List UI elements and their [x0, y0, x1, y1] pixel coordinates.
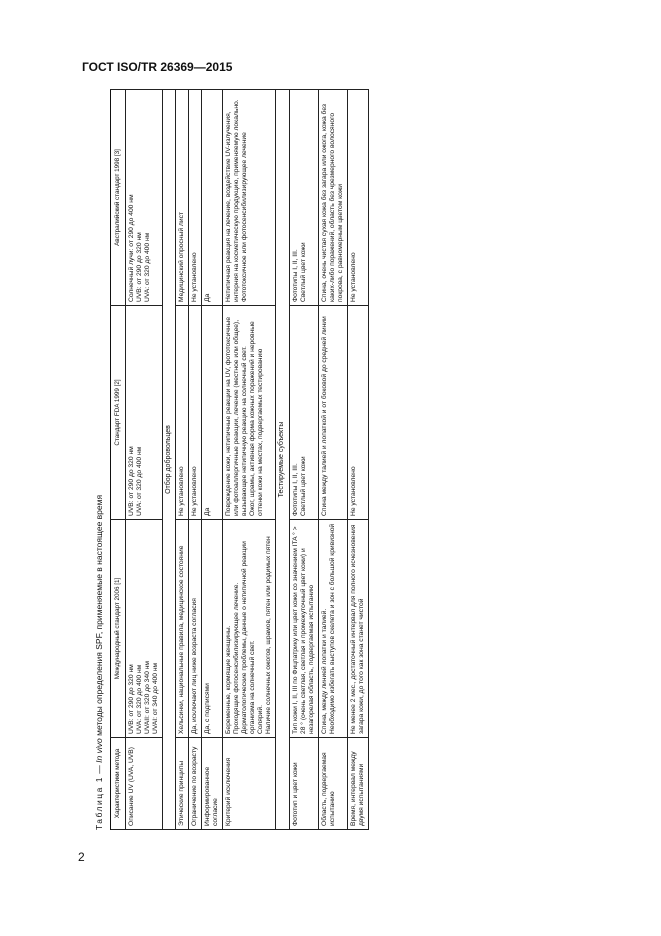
table-cell — [125, 90, 162, 306]
section-heading: Тестируемые субъекты — [276, 90, 289, 830]
table-cell — [223, 90, 276, 306]
table-cell — [318, 520, 347, 738]
table-cell — [189, 520, 202, 738]
table-cell — [176, 520, 189, 738]
table-cell — [125, 520, 162, 738]
methods-table — [110, 89, 369, 830]
cell-line: Фототипы I, II, III. — [291, 249, 299, 302]
cell-line: Фототипы I, II, III. — [291, 463, 299, 516]
table-cell — [202, 90, 223, 306]
cell-line: Спина, очень чистая сухая кожа без загара или ожога, кожа без каких-либо поражений, область без чрезмерного волосяного покрова, с равномерным цветом кожи — [320, 104, 344, 302]
rotated-table-area — [92, 90, 562, 830]
table-header-row — [111, 90, 126, 830]
table-cell — [347, 90, 368, 306]
cell-line: UVA: от 320 до 400 нм — [143, 232, 151, 302]
cell-line: Не установлено — [191, 466, 199, 516]
cell-line: Не менее 2 мес., достаточный интервал для полного исчезновения загара кожи, до того как зона станет чистой — [349, 524, 365, 734]
table-row — [202, 90, 223, 830]
table-cell — [176, 90, 189, 306]
cell-line: Повреждение кожи, нетипичные реакции на UV, фототоксичные или фотоаллергичные реакции, лечение (местное или общее), вызывающее нетипичную реакцию на солнечный свет. — [225, 316, 249, 516]
cell-line: Спина между талией и лопаткой и от боковой до средней линии — [320, 316, 328, 516]
table-cell — [289, 90, 318, 306]
column-header: Австралийский стандарт 1998 [3] — [111, 90, 126, 306]
cell-line: Да, с подписями — [204, 683, 212, 734]
table-body — [125, 90, 368, 830]
column-header: Международный стандарт 2006 [1] — [111, 520, 126, 738]
table-cell — [202, 306, 223, 520]
caption-text: методы определения SPF, применяемые в настоящее время — [94, 494, 104, 739]
page-number: 2 — [78, 850, 85, 864]
cell-line: Нетипичная реакция на лечение, воздействие UV-излучения, интерния на косметическую продукцию, применяемую локально. Фототоксичное или фотосенсибилизирующее лечение — [225, 99, 249, 302]
table-cell — [318, 306, 347, 520]
row-characteristic: Этические принципы — [176, 738, 189, 830]
caption-in-vivo: In vivo — [94, 738, 104, 763]
table-cell — [289, 520, 318, 738]
cell-line: Тип кожи I, II, III по Фицпатрику или цвет кожи со значением ITA ° > 28 ° (очень светлая, светлая и промежуточный цвет кожи) и незагорелая область, подвергаемая испытанию — [291, 526, 315, 734]
table-cell — [223, 306, 276, 520]
row-characteristic: Информированное согласие — [202, 738, 223, 830]
section-row — [162, 90, 175, 830]
cell-line: Дерматологические проблемы, данные о нетипичной реакции организма на солнечный свет. — [241, 541, 257, 734]
row-characteristic: Ограничение по возрасту — [189, 738, 202, 830]
table-row — [289, 90, 318, 830]
table-row — [318, 90, 347, 830]
table-cell — [347, 520, 368, 738]
cell-line: Спина, между линией лопатки и талией. — [320, 608, 328, 734]
cell-line: Светлый цвет кожи — [299, 456, 307, 516]
cell-line: Не установлено — [191, 252, 199, 302]
row-characteristic: Фототип и цвет кожи — [289, 738, 318, 830]
table-caption — [92, 90, 106, 830]
table-cell — [189, 306, 202, 520]
row-characteristic: Описание UV (UVA, UVB) — [125, 738, 162, 830]
table-cell — [202, 520, 223, 738]
cell-line: Солнечный лучи: от 290 до 400 нм — [127, 194, 135, 302]
cell-line: Медицинский опросный лист — [178, 212, 186, 302]
document-header: ГОСТ ISO/TR 26369—2015 — [82, 60, 233, 74]
cell-line: Не установлено — [349, 466, 357, 516]
section-row — [276, 90, 289, 830]
cell-line: UVA: от 320 до 400 нм — [135, 446, 143, 516]
cell-line: Солярий. — [257, 705, 265, 734]
cell-line: Не установлено — [178, 466, 186, 516]
table-row — [347, 90, 368, 830]
cell-line: Ожог, шрамы, активная форма кожных поражений и неровные оттенки кожи на местах, подвергаемых тестированию — [249, 321, 265, 516]
table-cell — [223, 520, 276, 738]
table-row — [189, 90, 202, 830]
cell-line: Светлый цвет кожи — [299, 242, 307, 302]
landscape-content — [92, 90, 562, 830]
table-cell — [289, 306, 318, 520]
cell-line: UVAII: от 320 до 340 нм — [143, 661, 151, 734]
table-cell — [176, 306, 189, 520]
cell-line: Наличие солнечных ожогов, шрамов, пятен или родимых пятен — [265, 536, 273, 734]
table-cell — [189, 90, 202, 306]
cell-line: Беременные, кормящие женщины. — [225, 625, 233, 734]
table-cell — [125, 306, 162, 520]
table-cell — [347, 306, 368, 520]
row-characteristic: Область, подвергаемая испытанию — [318, 738, 347, 830]
cell-line: UVA: от 320 до 400 нм — [135, 664, 143, 734]
cell-line: Хельсинки, национальные правила, медицинское состояние — [178, 545, 186, 734]
column-header: Характеристики метода — [111, 738, 126, 830]
cell-line: UVB: от 290 до 320 нм — [127, 446, 135, 516]
cell-line: UVB: от 290 до 320 нм — [127, 664, 135, 734]
cell-line: UVAI: от 340 до 400 нм — [151, 662, 159, 734]
table-row — [223, 90, 276, 830]
caption-dash: — — [94, 762, 104, 777]
cell-line: Необходимо избегать выступов скелета и зон с большой кривизной — [328, 523, 336, 734]
row-characteristic: Критерий исключения — [223, 738, 276, 830]
table-row — [176, 90, 189, 830]
cell-line: Да — [204, 293, 212, 302]
cell-line: UVB: от 290 до 320 нм — [135, 232, 143, 302]
row-characteristic: Время, интервал между двумя испытаниями — [347, 738, 368, 830]
cell-line: Да, исключают лиц ниже возраста согласия — [191, 598, 199, 734]
column-header: Стандарт FDA 1999 [2] — [111, 306, 126, 520]
caption-label: Таблица 1 — [94, 776, 104, 830]
table-cell — [318, 90, 347, 306]
cell-line: Проходящие фотосенсибилизирующее лечение. — [233, 582, 241, 734]
cell-line: Да — [204, 507, 212, 516]
section-heading: Отбор добровольцев — [162, 90, 175, 830]
cell-line: Не установлено — [349, 252, 357, 302]
table-row — [125, 90, 162, 830]
